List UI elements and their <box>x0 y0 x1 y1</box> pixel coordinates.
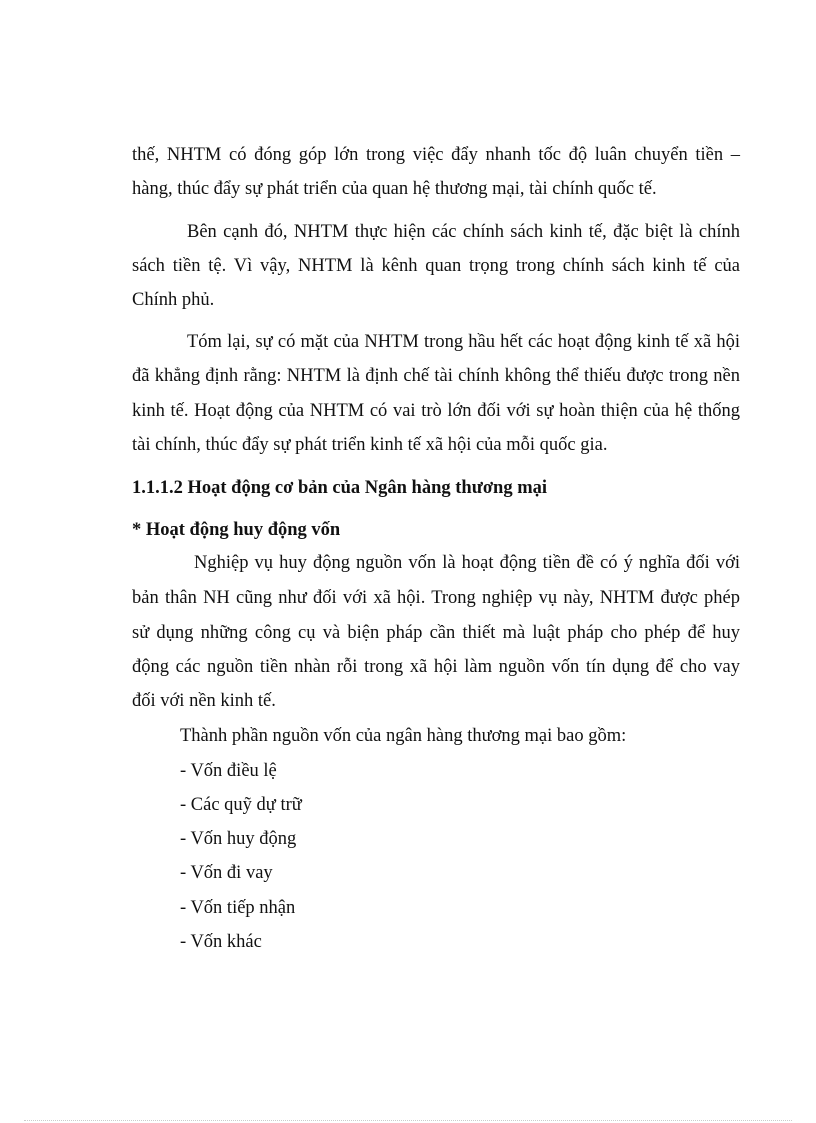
list-item: - Vốn tiếp nhận <box>180 898 296 918</box>
sub-heading: * Hoạt động huy động vốn <box>132 520 341 540</box>
paragraph-3-line-2: đã khẳng định rằng: NHTM là định chế tài chính không thể thiếu được trong nền <box>132 366 740 386</box>
list-item: - Vốn điều lệ <box>180 761 277 781</box>
paragraph-4-line-2: bản thân NH cũng như đối với xã hội. Trong nghiệp vụ này, NHTM được phép <box>132 588 740 608</box>
list-item: - Vốn đi vay <box>180 863 273 883</box>
paragraph-2-line-1: Bên cạnh đó, NHTM thực hiện các chính sách kinh tế, đặc biệt là chính <box>187 222 740 242</box>
paragraph-1-line-2: hàng, thúc đẩy sự phát triển của quan hệ thương mại, tài chính quốc tế. <box>132 179 657 199</box>
paragraph-2-line-2: sách tiền tệ. Vì vậy, NHTM là kênh quan trọng trong chính sách kinh tế của <box>132 256 740 276</box>
paragraph-3-line-4: tài chính, thúc đẩy sự phát triển kinh tế xã hội của mỗi quốc gia. <box>132 435 608 455</box>
list-item: - Vốn khác <box>180 932 262 952</box>
list-item: - Vốn huy động <box>180 829 297 849</box>
paragraph-2-line-3: Chính phủ. <box>132 290 215 310</box>
section-heading: 1.1.1.2 Hoạt động cơ bản của Ngân hàng thương mại <box>132 478 548 498</box>
paragraph-1-line-1: thế, NHTM có đóng góp lớn trong việc đẩy nhanh tốc độ luân chuyển tiền – <box>132 145 740 165</box>
paragraph-4-line-5: đối với nền kinh tế. <box>132 691 276 711</box>
paragraph-4-line-1: Nghiệp vụ huy động nguồn vốn là hoạt động tiền đề có ý nghĩa đối với <box>194 553 740 573</box>
list-intro: Thành phần nguồn vốn của ngân hàng thương mại bao gồm: <box>180 726 627 746</box>
paragraph-4-line-4: động các nguồn tiền nhàn rỗi trong xã hội làm nguồn vốn tín dụng để cho vay <box>132 657 740 677</box>
paragraph-4-line-3: sử dụng những công cụ và biện pháp cần thiết mà luật pháp cho phép để huy <box>132 623 740 643</box>
paragraph-3-line-3: kinh tế. Hoạt động của NHTM có vai trò lớn đối với sự hoàn thiện của hệ thống <box>132 401 740 421</box>
paragraph-3-line-1: Tóm lại, sự có mặt của NHTM trong hầu hết các hoạt động kinh tế xã hội <box>187 332 740 352</box>
list-item: - Các quỹ dự trữ <box>180 795 302 815</box>
page-bottom-divider <box>24 1120 792 1121</box>
